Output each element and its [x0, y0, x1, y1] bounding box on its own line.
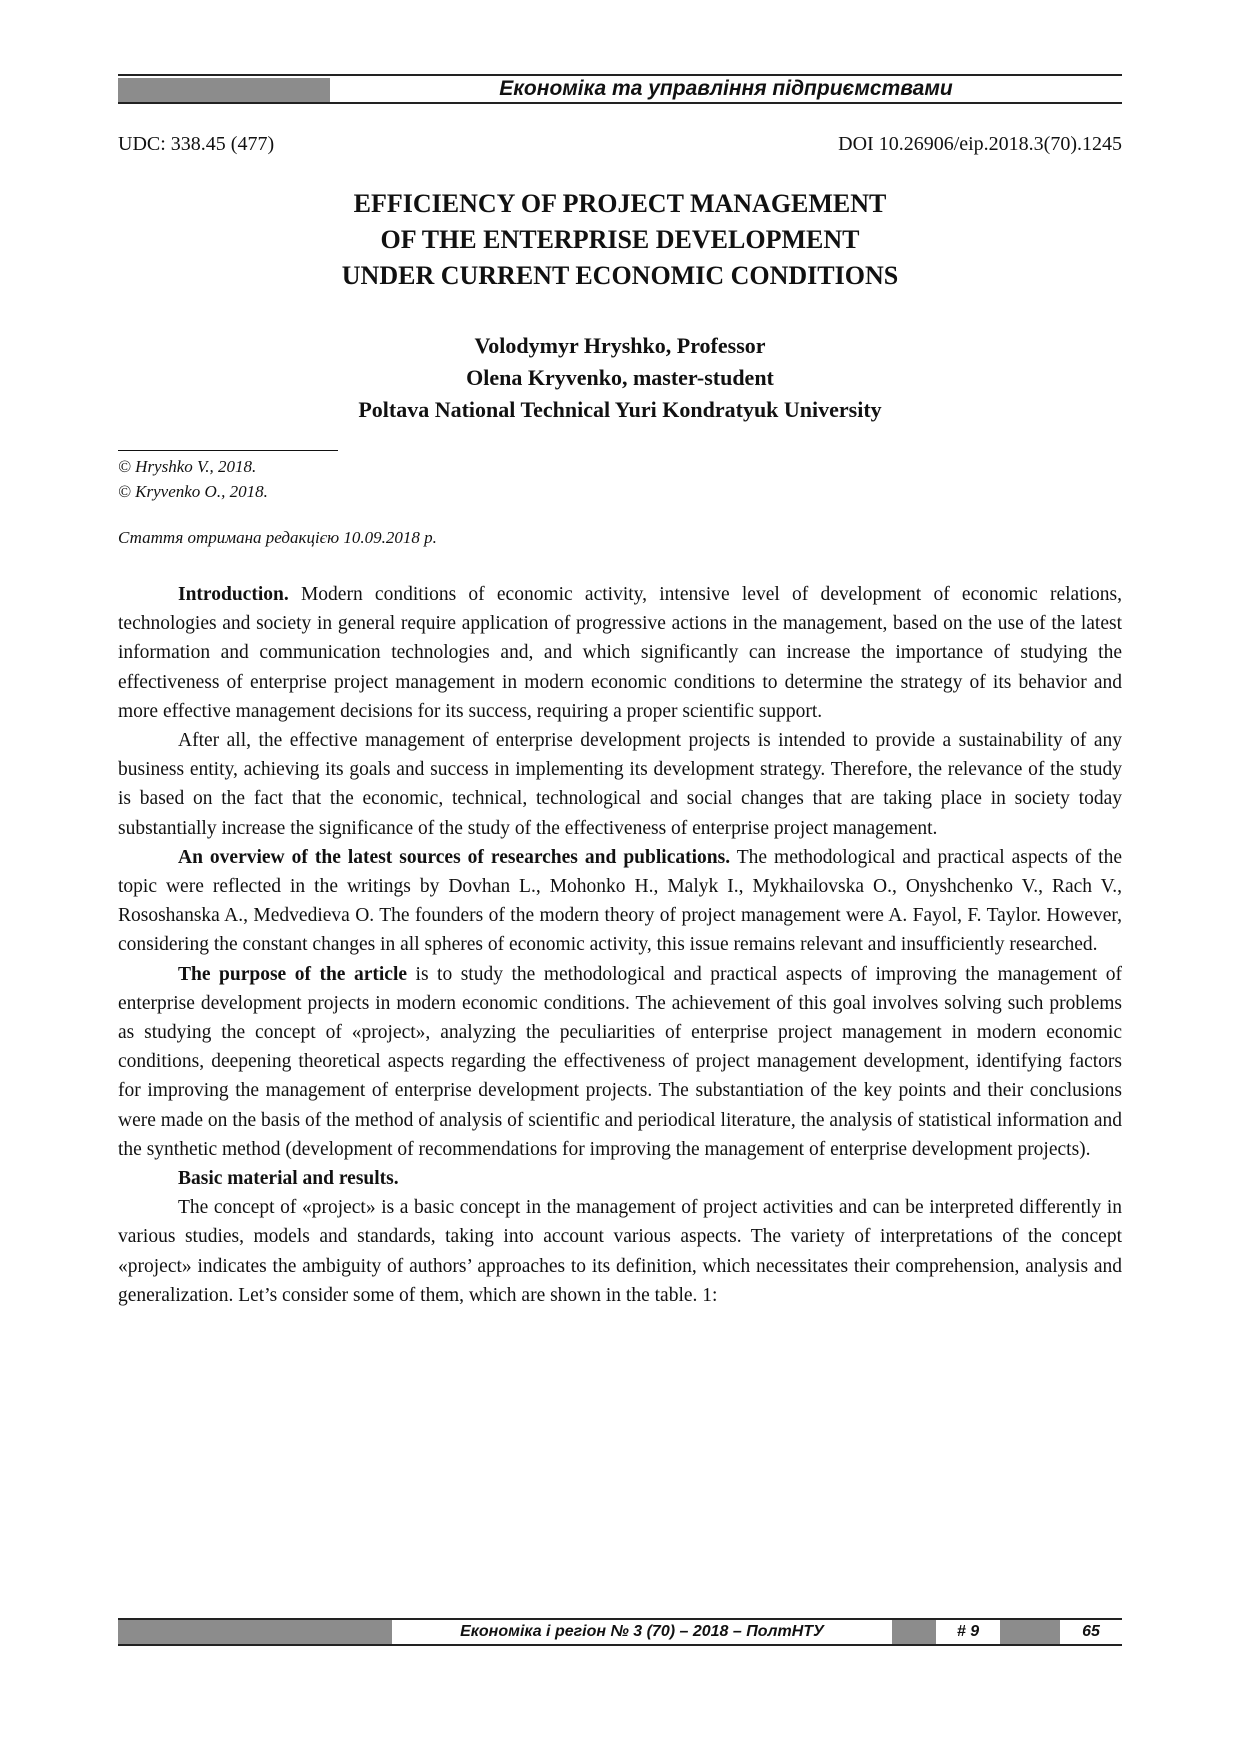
- title-line: OF THE ENTERPRISE DEVELOPMENT: [380, 225, 860, 254]
- basic-material-heading: Basic material and results.: [178, 1168, 399, 1190]
- paragraph-overview: [118, 843, 1122, 960]
- header-grey-block: [118, 78, 330, 102]
- page-number: 65: [1082, 1623, 1100, 1640]
- author-block: [118, 330, 1122, 426]
- paragraph-relevance: After all, the effective management of enterprise development projects is intended to provide a sustainability of any business entity, achieving its goals and success in implementing its development strategy. Therefore, the relevance of the study is based on the fact that the economic, technical, technological and social changes that are taking place in society today substantially increase the significance of the study of the effectiveness of enterprise project management.: [118, 730, 1122, 839]
- udc-code: UDC: 338.45 (477): [118, 133, 275, 155]
- copyright-line: © Hryshko V., 2018.: [118, 457, 257, 476]
- title-line: EFFICIENCY OF PROJECT MANAGEMENT: [353, 189, 887, 218]
- footer-grey-block: [118, 1620, 392, 1644]
- introduction-text: Modern conditions of economic activity, intensive level of development of economic relations, technologies and society in general require application of progressive actions in the management, based on the use of the latest information and communication technologies and, and which significantly can increase the importance of studying the effectiveness of enterprise project management in modern economic conditions to determine the strategy of its behavior and more effective management decisions for its success, requiring a proper scientific support.: [118, 584, 1122, 722]
- paragraph-concept: The concept of «project» is a basic concept in the management of project activities and can be interpreted differently in various studies, models and standards, taking into account various aspects. The variety of interpretations of the concept «project» indicates the ambiguity of authors’ approaches to its definition, which necessitates their comprehension, analysis and generalization. Let’s consider some of them, which are shown in the table. 1:: [118, 1197, 1122, 1306]
- footer-grey-block: [1000, 1620, 1060, 1644]
- paragraph-introduction: [118, 580, 1122, 726]
- overview-heading: An overview of the latest sources of researches and publications.: [178, 846, 731, 868]
- paragraph-purpose: [118, 960, 1122, 1164]
- copyright-line: © Kryvenko O., 2018.: [118, 482, 268, 501]
- article-title: [118, 186, 1122, 294]
- article-body: [118, 580, 1122, 1310]
- purpose-heading: The purpose of the article: [178, 963, 408, 985]
- copyright-notes: [118, 454, 268, 504]
- author-line: Volodymyr Hryshko, Professor: [474, 333, 766, 358]
- introduction-heading: Introduction.: [178, 584, 289, 605]
- journal-section-title: Економіка та управління підприємствами: [499, 77, 953, 100]
- doi: DOI 10.26906/eip.2018.3(70).1245: [838, 133, 1122, 155]
- title-line: UNDER CURRENT ECONOMIC CONDITIONS: [341, 261, 899, 290]
- received-date: Стаття отримана редакцією 10.09.2018 р.: [118, 528, 437, 547]
- footer-rule-bottom: [118, 1644, 1122, 1646]
- author-line: Olena Kryvenko, master-student: [466, 365, 774, 390]
- affiliation: Poltava National Technical Yuri Kondratyuk University: [358, 397, 882, 422]
- footer-issue: # 9: [956, 1623, 980, 1640]
- overview-text: The methodological and practical aspects of the topic were reflected in the writings by Dovhan L., Mohonko H., Malyk I., Mykhailovska O., Onyshchenko V., Rach V., Rososhanska A., Medvedieva O. The founders of the modern theory of project management were A. Fayol, F. Taylor. However, considering the constant changes in all spheres of economic activity, this issue remains relevant and insufficiently researched.: [118, 846, 1123, 956]
- header-rule-bottom: [118, 102, 1122, 104]
- paragraph-basic-heading: [118, 1164, 1122, 1193]
- purpose-text: is to study the methodological and practical aspects of improving the management of enterprise development projects in modern economic conditions. The achievement of this goal involves solving such problems as studying the concept of «project», analyzing the peculiarities of enterprise project management in modern economic conditions, deepening theoretical aspects regarding the effectiveness of project management development, identifying factors for improving the management of enterprise development projects. The substantiation of the key points and their conclusions were made on the basis of the method of analysis of scientific and periodical literature, the analysis of statistical information and the synthetic method (development of recommendations for improving the management of enterprise development projects).: [118, 963, 1122, 1160]
- footer-grey-block: [892, 1620, 936, 1644]
- footnote-rule: [118, 450, 338, 451]
- running-header: [118, 74, 1122, 104]
- footer-journal: Економіка і регіон № 3 (70) – 2018 – ПолтНТУ: [460, 1623, 824, 1640]
- running-footer: [118, 1618, 1122, 1646]
